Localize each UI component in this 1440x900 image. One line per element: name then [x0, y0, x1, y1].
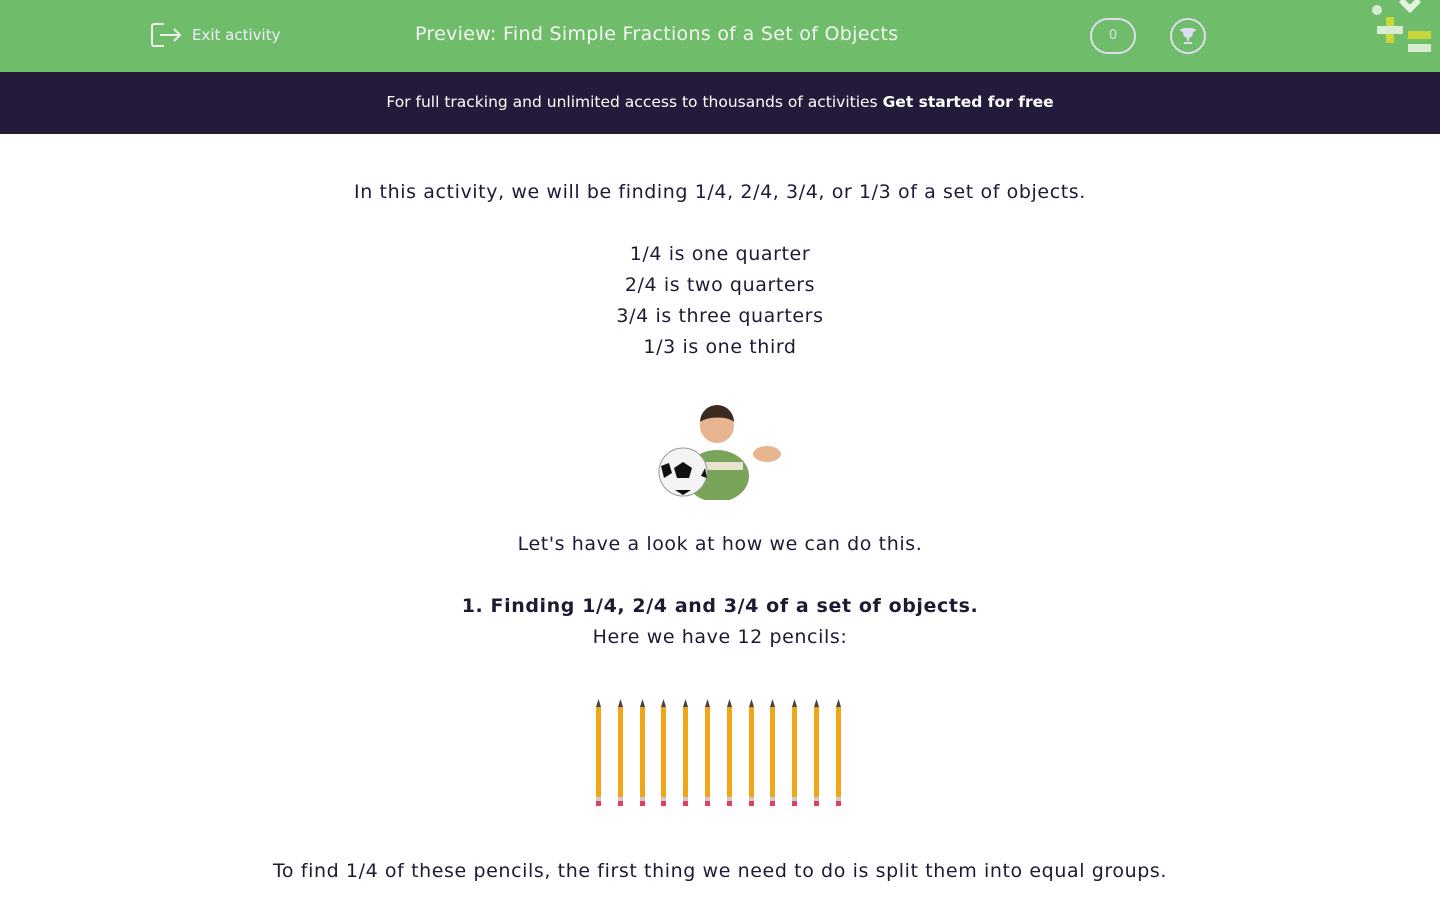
boy-with-football-image [645, 400, 785, 500]
banner-text: For full tracking and unlimited access to thousands of activities [386, 93, 883, 111]
split-text: To find 1/4 of these pencils, the first thing we need to do is split them into equal groups. [272, 860, 1168, 882]
pencil [705, 699, 710, 806]
definition: 1/4 is one quarter [629, 243, 811, 265]
pencil [596, 699, 601, 806]
logo-icon [1368, 0, 1440, 56]
get-started-link[interactable]: Get started for free [882, 93, 1054, 111]
look-text: Let's have a look at how we can do this. [517, 533, 923, 555]
pencil [792, 699, 797, 806]
trophy-button[interactable] [1170, 18, 1206, 54]
signup-banner [0, 72, 1440, 134]
top-bar [0, 0, 1440, 72]
pencil [836, 699, 841, 806]
pencil [814, 699, 819, 806]
exit-label: Exit activity [192, 26, 281, 44]
definition: 2/4 is two quarters [624, 274, 816, 296]
pencils-text: Here we have 12 pencils: [592, 626, 848, 648]
pencil [749, 699, 754, 806]
pencil [727, 699, 732, 806]
score-badge: 0 [1090, 18, 1136, 54]
intro-text: In this activity, we will be finding 1/4, 2/4, 3/4, or 1/3 of a set of objects. [354, 181, 1086, 203]
exit-icon [150, 22, 182, 48]
pencil [640, 699, 645, 806]
pencil [770, 699, 775, 806]
section-heading: 1. Finding 1/4, 2/4 and 3/4 of a set of objects. [461, 595, 979, 617]
pencil [661, 699, 666, 806]
trophy-icon [1178, 26, 1198, 46]
exit-activity-button[interactable] [150, 22, 280, 48]
pencil [683, 699, 688, 806]
definition: 3/4 is three quarters [616, 305, 824, 327]
activity-title: Preview: Find Simple Fractions of a Set of Objects [415, 23, 899, 45]
pencil [618, 699, 623, 806]
definition: 1/3 is one third [643, 336, 797, 358]
